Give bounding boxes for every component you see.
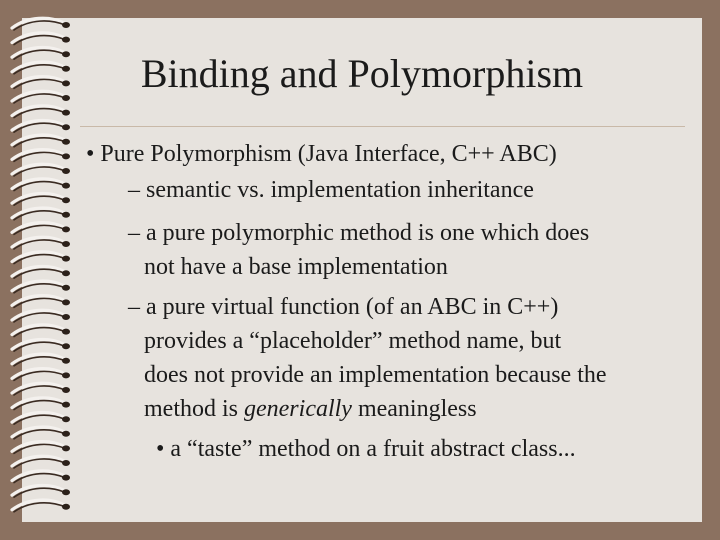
binding-hole bbox=[62, 124, 70, 130]
binding-hole bbox=[62, 285, 70, 291]
binding-hole bbox=[62, 504, 70, 510]
binding-hole bbox=[62, 256, 70, 262]
binding-hole bbox=[62, 37, 70, 43]
bullet-level2-continuation bbox=[144, 393, 477, 427]
binding-hole bbox=[62, 329, 70, 335]
binding-hole bbox=[62, 387, 70, 393]
bullet-level2: – semantic vs. implementation inheritance bbox=[128, 177, 534, 203]
binding-hole bbox=[62, 475, 70, 481]
bullet-level2: – a pure polymorphic method is one which does bbox=[128, 220, 590, 246]
binding-hole bbox=[62, 241, 70, 247]
binding-hole bbox=[62, 372, 70, 378]
binding-hole bbox=[62, 402, 70, 408]
binding-hole bbox=[62, 168, 70, 174]
binding-hole bbox=[62, 110, 70, 116]
binding-hole bbox=[62, 460, 70, 466]
title-divider bbox=[80, 126, 685, 127]
binding-hole bbox=[62, 489, 70, 495]
binding-hole bbox=[62, 153, 70, 159]
text-run: method is bbox=[144, 396, 244, 422]
binding-hole bbox=[62, 183, 70, 189]
binding-hole bbox=[62, 139, 70, 145]
text-run: meaningless bbox=[351, 396, 477, 422]
binding-hole bbox=[62, 22, 70, 28]
binding-hole bbox=[62, 416, 70, 422]
bullet-level3: • a “taste” method on a fruit abstract class... bbox=[156, 436, 576, 462]
bullet-level2-continuation: does not provide an implementation because the bbox=[144, 362, 607, 388]
binding-hole bbox=[62, 299, 70, 305]
slide-title: Binding and Polymorphism bbox=[140, 51, 584, 96]
binding-hole bbox=[62, 197, 70, 203]
binding-hole bbox=[62, 270, 70, 276]
binding-hole bbox=[62, 314, 70, 320]
binding-hole bbox=[62, 343, 70, 349]
binding-hole bbox=[62, 226, 70, 232]
binding-hole bbox=[62, 431, 70, 437]
emphasis-text: generically bbox=[244, 396, 352, 422]
binding-hole bbox=[62, 212, 70, 218]
bullet-level2: – a pure virtual function (of an ABC in C++) bbox=[128, 294, 559, 320]
binding-hole bbox=[62, 358, 70, 364]
bullet-level2-continuation: not have a base implementation bbox=[144, 254, 448, 280]
binding-hole bbox=[62, 445, 70, 451]
bullet-level2-continuation: provides a “placeholder” method name, but bbox=[144, 328, 562, 354]
bullet-level1: • Pure Polymorphism (Java Interface, C++ ABC) bbox=[86, 141, 557, 167]
